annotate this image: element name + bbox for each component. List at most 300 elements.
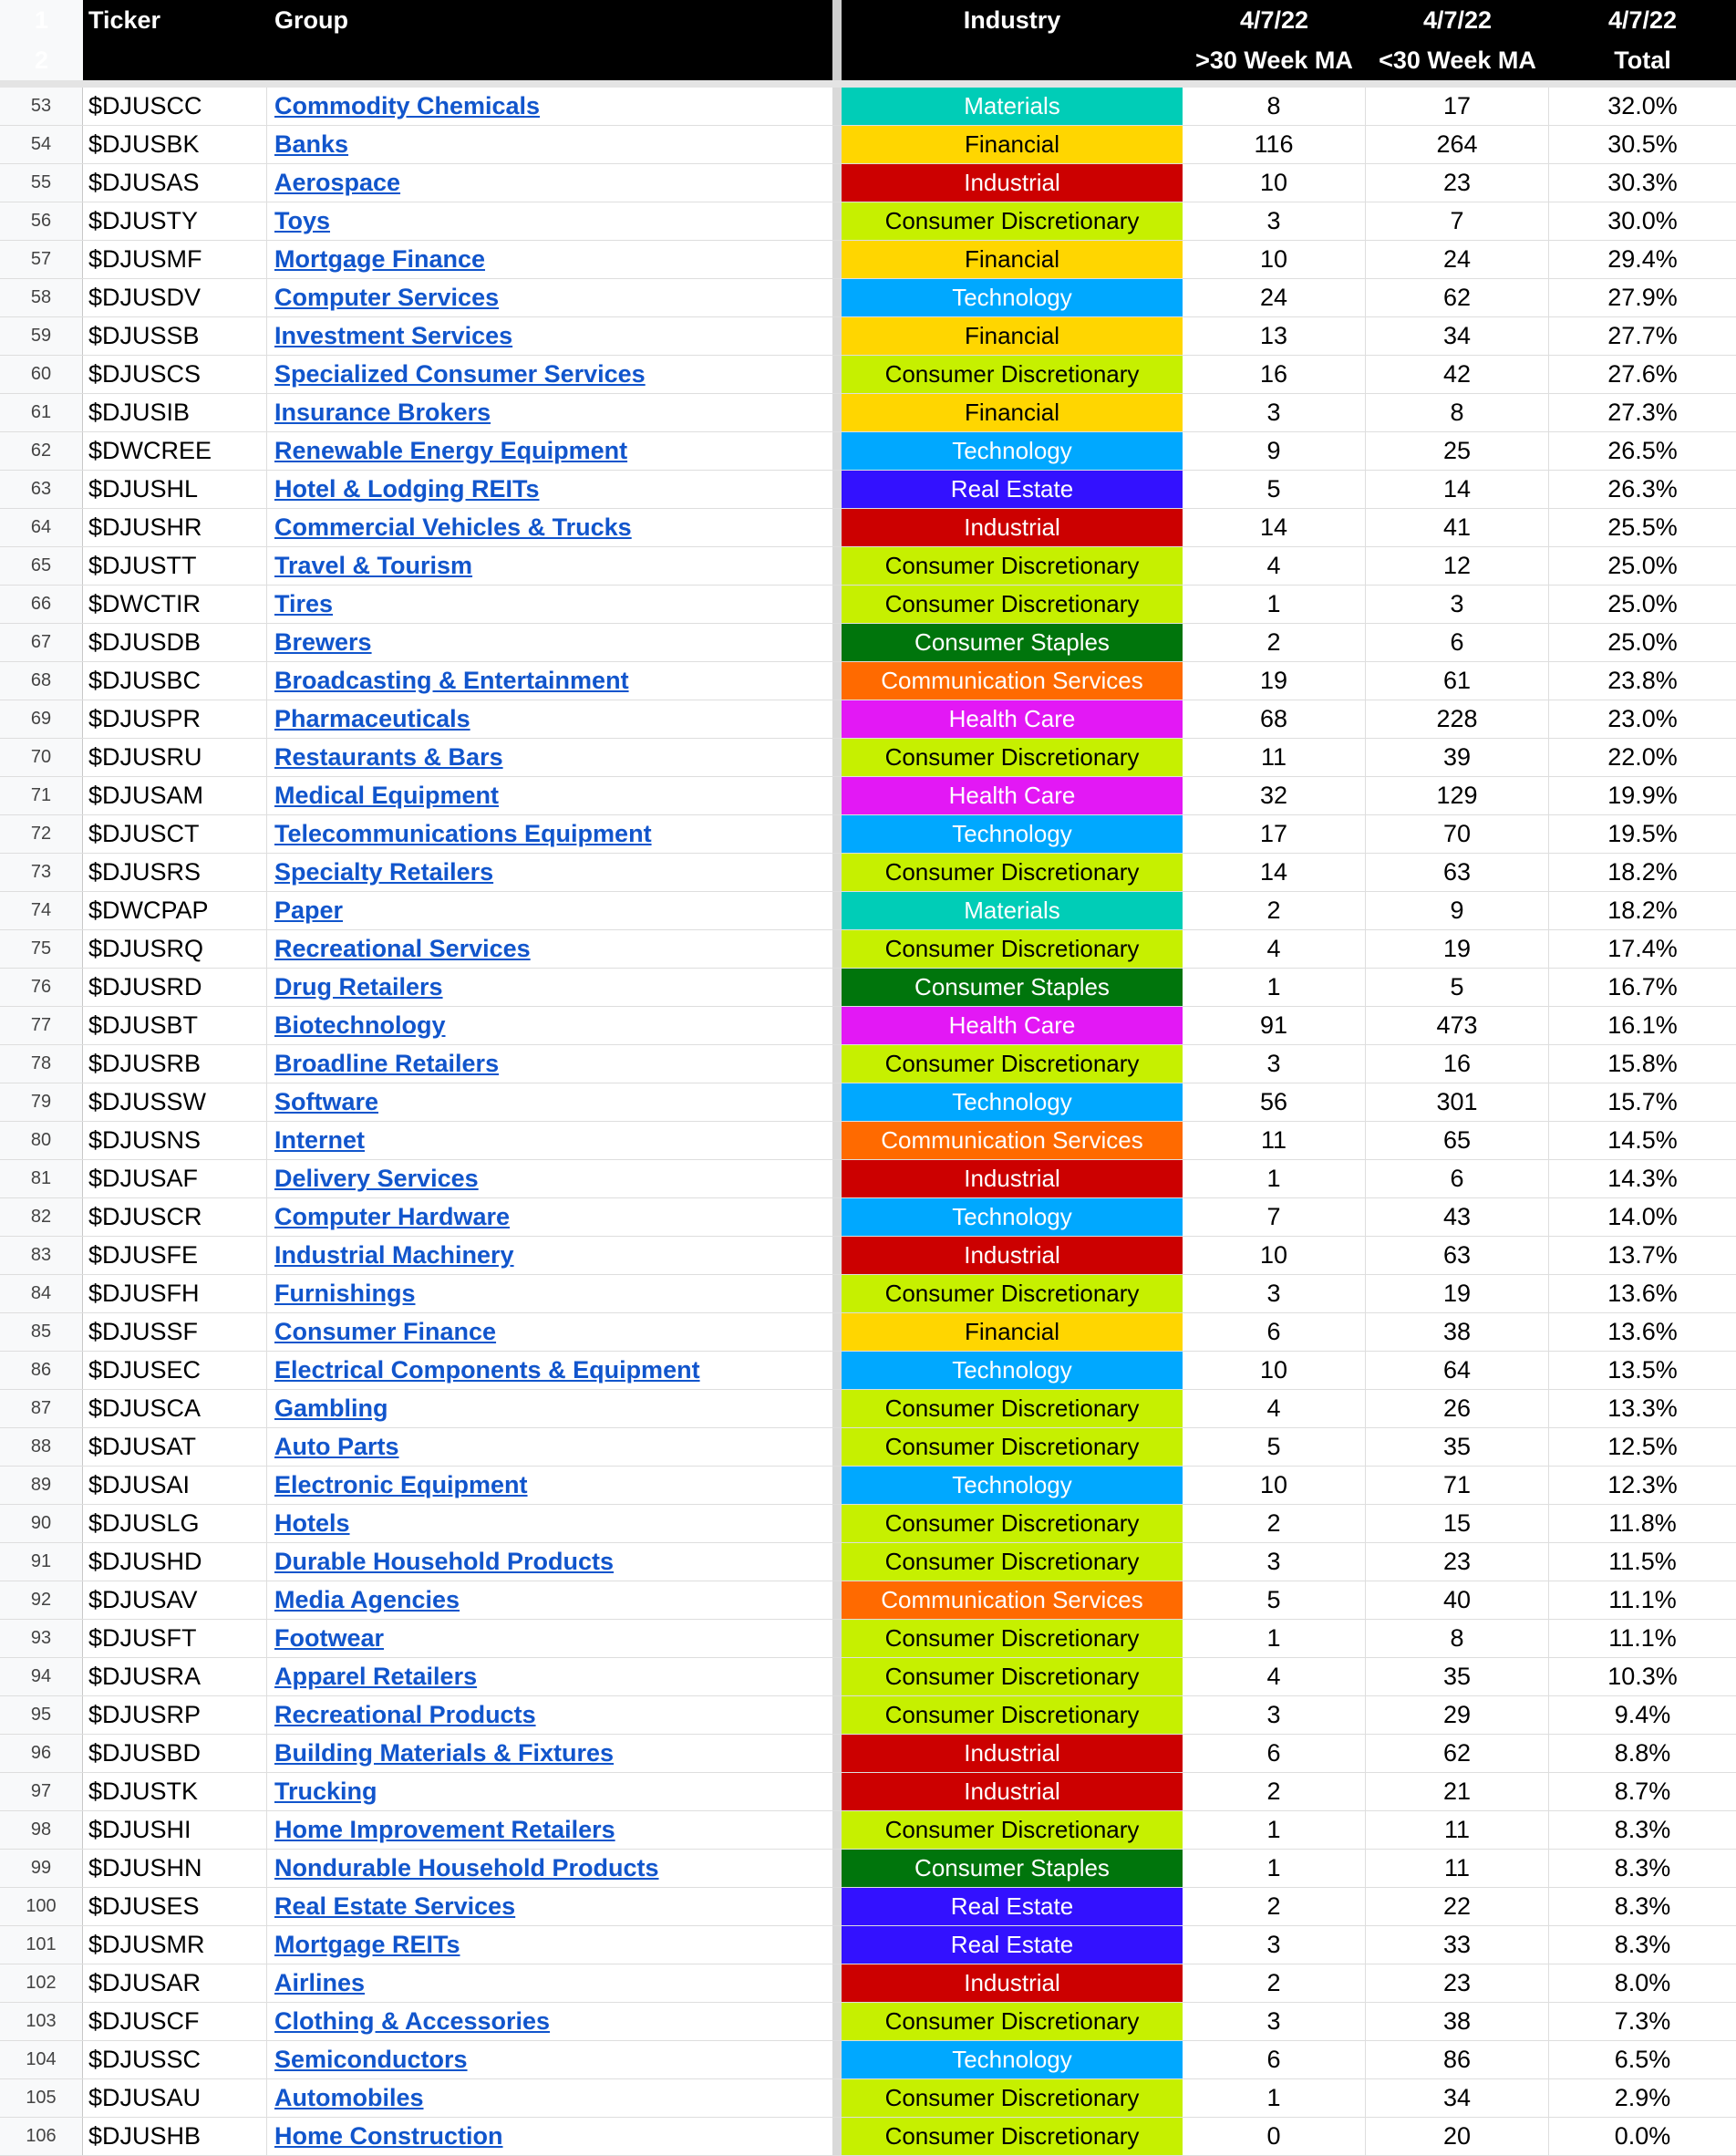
below-ma-cell[interactable]: 86 bbox=[1366, 2041, 1549, 2078]
group-link[interactable]: Broadline Retailers bbox=[274, 1050, 500, 1077]
group-link[interactable]: Building Materials & Fixtures bbox=[274, 1739, 615, 1767]
ticker-cell[interactable]: $DJUSBC bbox=[83, 662, 267, 700]
above-ma-cell[interactable]: 4 bbox=[1183, 547, 1366, 585]
group-link[interactable]: Automobiles bbox=[274, 2084, 424, 2111]
below-ma-cell[interactable]: 23 bbox=[1366, 1543, 1549, 1581]
group-link[interactable]: Commodity Chemicals bbox=[274, 92, 541, 119]
group-link[interactable]: Apparel Retailers bbox=[274, 1663, 478, 1690]
industry-cell[interactable]: Materials bbox=[842, 892, 1183, 929]
total-cell[interactable]: 18.2% bbox=[1607, 858, 1678, 886]
total-cell[interactable]: 11.8% bbox=[1608, 1509, 1677, 1537]
above-ma-cell[interactable]: 14 bbox=[1183, 509, 1366, 546]
below-ma-cell[interactable]: 22 bbox=[1366, 1888, 1549, 1925]
row-number[interactable]: 91 bbox=[0, 1543, 83, 1581]
ticker-cell[interactable]: $DJUSEC bbox=[83, 1352, 267, 1389]
total-cell[interactable]: 11.1% bbox=[1608, 1624, 1677, 1652]
row-number[interactable]: 103 bbox=[0, 2003, 83, 2040]
above-ma-cell[interactable]: 1 bbox=[1183, 1811, 1366, 1849]
ticker-cell[interactable]: $DJUSAI bbox=[83, 1467, 267, 1504]
ticker-cell[interactable]: $DJUSSC bbox=[83, 2041, 267, 2078]
ticker-cell[interactable]: $DJUSHN bbox=[83, 1850, 267, 1887]
row-number[interactable]: 57 bbox=[0, 241, 83, 278]
below-ma-cell[interactable]: 301 bbox=[1366, 1083, 1549, 1121]
above-ma-cell[interactable]: 1 bbox=[1183, 2079, 1366, 2117]
above-ma-cell[interactable]: 8 bbox=[1183, 88, 1366, 125]
above-ma-cell[interactable]: 2 bbox=[1183, 892, 1366, 929]
ticker-cell[interactable]: $DJUSTK bbox=[83, 1773, 267, 1810]
below-ma-cell[interactable]: 264 bbox=[1366, 126, 1549, 163]
header-industry-blank[interactable] bbox=[842, 40, 1183, 80]
group-link[interactable]: Travel & Tourism bbox=[274, 552, 473, 579]
below-ma-cell[interactable]: 9 bbox=[1366, 892, 1549, 929]
ticker-cell[interactable]: $DWCTIR bbox=[83, 586, 267, 623]
group-link[interactable]: Durable Household Products bbox=[274, 1548, 615, 1575]
row-number[interactable]: 87 bbox=[0, 1390, 83, 1427]
below-ma-cell[interactable]: 15 bbox=[1366, 1505, 1549, 1542]
total-cell[interactable]: 14.0% bbox=[1607, 1203, 1678, 1230]
group-link[interactable]: Specialty Retailers bbox=[274, 858, 494, 886]
ticker-cell[interactable]: $DJUSCC bbox=[83, 88, 267, 125]
group-link[interactable]: Home Improvement Retailers bbox=[274, 1816, 615, 1843]
row-number[interactable]: 72 bbox=[0, 815, 83, 853]
row-number[interactable]: 61 bbox=[0, 394, 83, 431]
industry-cell[interactable]: Technology bbox=[842, 1467, 1183, 1504]
row-number[interactable]: 63 bbox=[0, 471, 83, 508]
ticker-cell[interactable]: $DWCREE bbox=[83, 432, 267, 470]
row-number[interactable]: 70 bbox=[0, 739, 83, 776]
above-ma-cell[interactable]: 14 bbox=[1183, 854, 1366, 891]
header-date-below[interactable]: 4/7/22 bbox=[1422, 5, 1493, 34]
group-link[interactable]: Biotechnology bbox=[274, 1011, 446, 1039]
above-ma-cell[interactable]: 1 bbox=[1183, 1160, 1366, 1197]
ticker-cell[interactable]: $DJUSSW bbox=[83, 1083, 267, 1121]
above-ma-cell[interactable]: 6 bbox=[1183, 1735, 1366, 1772]
row-number[interactable]: 1 bbox=[0, 0, 83, 40]
total-cell[interactable]: 13.3% bbox=[1607, 1394, 1678, 1422]
total-cell[interactable]: 30.5% bbox=[1607, 130, 1678, 158]
ticker-cell[interactable]: $DJUSBT bbox=[83, 1007, 267, 1044]
total-cell[interactable]: 9.4% bbox=[1614, 1701, 1671, 1728]
above-ma-cell[interactable]: 9 bbox=[1183, 432, 1366, 470]
total-cell[interactable]: 8.8% bbox=[1614, 1739, 1671, 1767]
ticker-cell[interactable]: $DJUSHR bbox=[83, 509, 267, 546]
ticker-cell[interactable]: $DJUSHI bbox=[83, 1811, 267, 1849]
row-number[interactable]: 2 bbox=[0, 40, 83, 80]
ticker-cell[interactable]: $DJUSDB bbox=[83, 624, 267, 661]
industry-cell[interactable]: Consumer Staples bbox=[842, 1850, 1183, 1887]
total-cell[interactable]: 8.3% bbox=[1614, 1931, 1671, 1958]
group-link[interactable]: Electronic Equipment bbox=[274, 1471, 528, 1498]
below-ma-cell[interactable]: 5 bbox=[1366, 969, 1549, 1006]
below-ma-cell[interactable]: 26 bbox=[1366, 1390, 1549, 1427]
below-ma-cell[interactable]: 129 bbox=[1366, 777, 1549, 814]
group-link[interactable]: Home Construction bbox=[274, 2122, 503, 2150]
total-cell[interactable]: 12.3% bbox=[1607, 1471, 1678, 1498]
row-number[interactable]: 96 bbox=[0, 1735, 83, 1772]
group-link[interactable]: Banks bbox=[274, 130, 349, 158]
group-link[interactable]: Medical Equipment bbox=[274, 782, 500, 809]
group-link[interactable]: Gambling bbox=[274, 1394, 388, 1422]
group-link[interactable]: Recreational Products bbox=[274, 1701, 536, 1728]
row-number[interactable]: 60 bbox=[0, 356, 83, 393]
below-ma-cell[interactable]: 42 bbox=[1366, 356, 1549, 393]
above-ma-cell[interactable]: 17 bbox=[1183, 815, 1366, 853]
above-ma-cell[interactable]: 2 bbox=[1183, 1505, 1366, 1542]
total-cell[interactable]: 8.3% bbox=[1614, 1854, 1671, 1881]
group-link[interactable]: Hotels bbox=[274, 1509, 350, 1537]
group-link[interactable]: Delivery Services bbox=[274, 1165, 479, 1192]
header-ticker-blank[interactable] bbox=[83, 40, 267, 80]
total-cell[interactable]: 13.5% bbox=[1607, 1356, 1678, 1384]
group-link[interactable]: Tires bbox=[274, 590, 334, 617]
ticker-cell[interactable]: $DJUSRB bbox=[83, 1045, 267, 1083]
below-ma-cell[interactable]: 8 bbox=[1366, 1620, 1549, 1657]
total-cell[interactable]: 18.2% bbox=[1607, 897, 1678, 924]
total-cell[interactable]: 22.0% bbox=[1607, 743, 1678, 771]
row-number[interactable]: 105 bbox=[0, 2079, 83, 2117]
above-ma-cell[interactable]: 32 bbox=[1183, 777, 1366, 814]
industry-cell[interactable]: Consumer Discretionary bbox=[842, 1275, 1183, 1312]
ticker-cell[interactable]: $DJUSMR bbox=[83, 1926, 267, 1964]
industry-cell[interactable]: Consumer Discretionary bbox=[842, 854, 1183, 891]
industry-cell[interactable]: Consumer Staples bbox=[842, 969, 1183, 1006]
below-ma-cell[interactable]: 35 bbox=[1366, 1658, 1549, 1695]
industry-cell[interactable]: Consumer Discretionary bbox=[842, 1658, 1183, 1695]
below-ma-cell[interactable]: 6 bbox=[1366, 624, 1549, 661]
group-link[interactable]: Brewers bbox=[274, 628, 372, 656]
ticker-cell[interactable]: $DJUSRP bbox=[83, 1696, 267, 1734]
above-ma-cell[interactable]: 56 bbox=[1183, 1083, 1366, 1121]
header-ticker[interactable]: Ticker bbox=[88, 5, 161, 34]
above-ma-cell[interactable]: 68 bbox=[1183, 700, 1366, 738]
header-group-blank[interactable] bbox=[267, 40, 832, 80]
industry-cell[interactable]: Technology bbox=[842, 2041, 1183, 2078]
above-ma-cell[interactable]: 3 bbox=[1183, 202, 1366, 240]
total-cell[interactable]: 23.8% bbox=[1607, 667, 1678, 694]
total-cell[interactable]: 8.7% bbox=[1614, 1778, 1671, 1805]
total-cell[interactable]: 11.1% bbox=[1608, 1586, 1677, 1613]
ticker-cell[interactable]: $DJUSCS bbox=[83, 356, 267, 393]
group-link[interactable]: Insurance Brokers bbox=[274, 399, 491, 426]
industry-cell[interactable]: Industrial bbox=[842, 1160, 1183, 1197]
below-ma-cell[interactable]: 3 bbox=[1366, 586, 1549, 623]
below-ma-cell[interactable]: 70 bbox=[1366, 815, 1549, 853]
group-link[interactable]: Furnishings bbox=[274, 1280, 416, 1307]
industry-cell[interactable]: Consumer Discretionary bbox=[842, 202, 1183, 240]
industry-cell[interactable]: Materials bbox=[842, 88, 1183, 125]
row-number[interactable]: 67 bbox=[0, 624, 83, 661]
ticker-cell[interactable]: $DJUSAR bbox=[83, 1964, 267, 2002]
above-ma-cell[interactable]: 19 bbox=[1183, 662, 1366, 700]
group-link[interactable]: Clothing & Accessories bbox=[274, 2007, 551, 2035]
row-number[interactable]: 101 bbox=[0, 1926, 83, 1964]
above-ma-cell[interactable]: 6 bbox=[1183, 2041, 1366, 2078]
group-link[interactable]: Restaurants & Bars bbox=[274, 743, 503, 771]
industry-cell[interactable]: Consumer Discretionary bbox=[842, 1428, 1183, 1466]
header-industry[interactable]: Industry bbox=[963, 5, 1061, 34]
total-cell[interactable]: 26.3% bbox=[1607, 475, 1678, 503]
total-cell[interactable]: 30.0% bbox=[1607, 207, 1678, 234]
row-number[interactable]: 95 bbox=[0, 1696, 83, 1734]
industry-cell[interactable]: Industrial bbox=[842, 1773, 1183, 1810]
group-link[interactable]: Paper bbox=[274, 897, 344, 924]
row-number[interactable]: 83 bbox=[0, 1237, 83, 1274]
total-cell[interactable]: 29.4% bbox=[1607, 245, 1678, 273]
ticker-cell[interactable]: $DJUSSB bbox=[83, 317, 267, 355]
group-link[interactable]: Media Agencies bbox=[274, 1586, 460, 1613]
below-ma-cell[interactable]: 62 bbox=[1366, 1735, 1549, 1772]
industry-cell[interactable]: Consumer Discretionary bbox=[842, 1696, 1183, 1734]
group-link[interactable]: Mortgage REITs bbox=[274, 1931, 460, 1958]
group-link[interactable]: Computer Services bbox=[274, 284, 500, 311]
group-link[interactable]: Real Estate Services bbox=[274, 1892, 516, 1920]
group-link[interactable]: Semiconductors bbox=[274, 2046, 468, 2073]
row-number[interactable]: 59 bbox=[0, 317, 83, 355]
below-ma-cell[interactable]: 23 bbox=[1366, 164, 1549, 202]
ticker-cell[interactable]: $DJUSMF bbox=[83, 241, 267, 278]
industry-cell[interactable]: Technology bbox=[842, 1198, 1183, 1236]
group-link[interactable]: Software bbox=[274, 1088, 379, 1115]
below-ma-cell[interactable]: 38 bbox=[1366, 2003, 1549, 2040]
row-number[interactable]: 97 bbox=[0, 1773, 83, 1810]
ticker-cell[interactable]: $DJUSHB bbox=[83, 2118, 267, 2155]
industry-cell[interactable]: Industrial bbox=[842, 1964, 1183, 2002]
ticker-cell[interactable]: $DJUSAV bbox=[83, 1581, 267, 1619]
row-number[interactable]: 99 bbox=[0, 1850, 83, 1887]
industry-cell[interactable]: Health Care bbox=[842, 777, 1183, 814]
below-ma-cell[interactable]: 63 bbox=[1366, 854, 1549, 891]
row-number[interactable]: 92 bbox=[0, 1581, 83, 1619]
below-ma-cell[interactable]: 34 bbox=[1366, 317, 1549, 355]
total-cell[interactable]: 19.9% bbox=[1607, 782, 1678, 809]
industry-cell[interactable]: Consumer Discretionary bbox=[842, 2079, 1183, 2117]
total-cell[interactable]: 32.0% bbox=[1607, 92, 1678, 119]
total-cell[interactable]: 0.0% bbox=[1614, 2122, 1671, 2150]
ticker-cell[interactable]: $DJUSCR bbox=[83, 1198, 267, 1236]
industry-cell[interactable]: Communication Services bbox=[842, 1122, 1183, 1159]
total-cell[interactable]: 12.5% bbox=[1607, 1433, 1678, 1460]
group-link[interactable]: Internet bbox=[274, 1126, 366, 1154]
ticker-cell[interactable]: $DJUSRS bbox=[83, 854, 267, 891]
above-ma-cell[interactable]: 5 bbox=[1183, 1581, 1366, 1619]
industry-cell[interactable]: Technology bbox=[842, 1352, 1183, 1389]
above-ma-cell[interactable]: 13 bbox=[1183, 317, 1366, 355]
group-link[interactable]: Broadcasting & Entertainment bbox=[274, 667, 629, 694]
industry-cell[interactable]: Industrial bbox=[842, 164, 1183, 202]
below-ma-cell[interactable]: 6 bbox=[1366, 1160, 1549, 1197]
ticker-cell[interactable]: $DJUSAU bbox=[83, 2079, 267, 2117]
below-ma-cell[interactable]: 63 bbox=[1366, 1237, 1549, 1274]
industry-cell[interactable]: Consumer Discretionary bbox=[842, 1811, 1183, 1849]
below-ma-cell[interactable]: 24 bbox=[1366, 241, 1549, 278]
total-cell[interactable]: 27.3% bbox=[1607, 399, 1678, 426]
ticker-cell[interactable]: $DJUSDV bbox=[83, 279, 267, 316]
row-number[interactable]: 102 bbox=[0, 1964, 83, 2002]
above-ma-cell[interactable]: 7 bbox=[1183, 1198, 1366, 1236]
above-ma-cell[interactable]: 3 bbox=[1183, 1696, 1366, 1734]
total-cell[interactable]: 10.3% bbox=[1607, 1663, 1678, 1690]
row-number[interactable]: 78 bbox=[0, 1045, 83, 1083]
group-link[interactable]: Computer Hardware bbox=[274, 1203, 511, 1230]
total-cell[interactable]: 19.5% bbox=[1607, 820, 1678, 847]
row-number[interactable]: 89 bbox=[0, 1467, 83, 1504]
above-ma-cell[interactable]: 1 bbox=[1183, 1620, 1366, 1657]
above-ma-cell[interactable]: 5 bbox=[1183, 1428, 1366, 1466]
total-cell[interactable]: 14.3% bbox=[1607, 1165, 1678, 1192]
below-ma-cell[interactable]: 25 bbox=[1366, 432, 1549, 470]
ticker-cell[interactable]: $DJUSRQ bbox=[83, 930, 267, 968]
row-number[interactable]: 54 bbox=[0, 126, 83, 163]
ticker-cell[interactable]: $DJUSFH bbox=[83, 1275, 267, 1312]
row-number[interactable]: 81 bbox=[0, 1160, 83, 1197]
above-ma-cell[interactable]: 3 bbox=[1183, 2003, 1366, 2040]
ticker-cell[interactable]: $DJUSTY bbox=[83, 202, 267, 240]
ticker-cell[interactable]: $DJUSIB bbox=[83, 394, 267, 431]
above-ma-cell[interactable]: 6 bbox=[1183, 1313, 1366, 1351]
ticker-cell[interactable]: $DJUSAM bbox=[83, 777, 267, 814]
above-ma-cell[interactable]: 2 bbox=[1183, 1888, 1366, 1925]
ticker-cell[interactable]: $DJUSBD bbox=[83, 1735, 267, 1772]
industry-cell[interactable]: Technology bbox=[842, 815, 1183, 853]
below-ma-cell[interactable]: 43 bbox=[1366, 1198, 1549, 1236]
group-link[interactable]: Auto Parts bbox=[274, 1433, 399, 1460]
group-link[interactable]: Investment Services bbox=[274, 322, 513, 349]
industry-cell[interactable]: Real Estate bbox=[842, 1888, 1183, 1925]
industry-cell[interactable]: Financial bbox=[842, 126, 1183, 163]
industry-cell[interactable]: Industrial bbox=[842, 1735, 1183, 1772]
ticker-cell[interactable]: $DJUSSF bbox=[83, 1313, 267, 1351]
industry-cell[interactable]: Consumer Staples bbox=[842, 624, 1183, 661]
above-ma-cell[interactable]: 11 bbox=[1183, 1122, 1366, 1159]
industry-cell[interactable]: Health Care bbox=[842, 1007, 1183, 1044]
below-ma-cell[interactable]: 11 bbox=[1366, 1811, 1549, 1849]
row-number[interactable]: 73 bbox=[0, 854, 83, 891]
row-number[interactable]: 65 bbox=[0, 547, 83, 585]
row-number[interactable]: 66 bbox=[0, 586, 83, 623]
row-number[interactable]: 76 bbox=[0, 969, 83, 1006]
total-cell[interactable]: 27.6% bbox=[1607, 360, 1678, 388]
below-ma-cell[interactable]: 19 bbox=[1366, 930, 1549, 968]
above-ma-cell[interactable]: 16 bbox=[1183, 356, 1366, 393]
below-ma-cell[interactable]: 34 bbox=[1366, 2079, 1549, 2117]
below-ma-cell[interactable]: 228 bbox=[1366, 700, 1549, 738]
industry-cell[interactable]: Health Care bbox=[842, 700, 1183, 738]
below-ma-cell[interactable]: 65 bbox=[1366, 1122, 1549, 1159]
below-ma-cell[interactable]: 29 bbox=[1366, 1696, 1549, 1734]
above-ma-cell[interactable]: 10 bbox=[1183, 241, 1366, 278]
row-number[interactable]: 53 bbox=[0, 88, 83, 125]
ticker-cell[interactable]: $DJUSAF bbox=[83, 1160, 267, 1197]
below-ma-cell[interactable]: 41 bbox=[1366, 509, 1549, 546]
below-ma-cell[interactable]: 23 bbox=[1366, 1964, 1549, 2002]
below-ma-cell[interactable]: 38 bbox=[1366, 1313, 1549, 1351]
header-above-ma[interactable]: >30 Week MA bbox=[1195, 46, 1353, 74]
row-number[interactable]: 90 bbox=[0, 1505, 83, 1542]
industry-cell[interactable]: Communication Services bbox=[842, 662, 1183, 700]
group-link[interactable]: Mortgage Finance bbox=[274, 245, 486, 273]
ticker-cell[interactable]: $DJUSTT bbox=[83, 547, 267, 585]
row-number[interactable]: 86 bbox=[0, 1352, 83, 1389]
group-link[interactable]: Industrial Machinery bbox=[274, 1241, 514, 1269]
total-cell[interactable]: 27.9% bbox=[1607, 284, 1678, 311]
header-group[interactable]: Group bbox=[274, 5, 348, 34]
below-ma-cell[interactable]: 61 bbox=[1366, 662, 1549, 700]
industry-cell[interactable]: Industrial bbox=[842, 1237, 1183, 1274]
group-link[interactable]: Nondurable Household Products bbox=[274, 1854, 659, 1881]
total-cell[interactable]: 13.7% bbox=[1607, 1241, 1678, 1269]
row-number[interactable]: 94 bbox=[0, 1658, 83, 1695]
ticker-cell[interactable]: $DJUSAS bbox=[83, 164, 267, 202]
ticker-cell[interactable]: $DJUSFT bbox=[83, 1620, 267, 1657]
above-ma-cell[interactable]: 3 bbox=[1183, 1275, 1366, 1312]
total-cell[interactable]: 17.4% bbox=[1607, 935, 1678, 962]
below-ma-cell[interactable]: 16 bbox=[1366, 1045, 1549, 1083]
industry-cell[interactable]: Consumer Discretionary bbox=[842, 356, 1183, 393]
ticker-cell[interactable]: $DWCPAP bbox=[83, 892, 267, 929]
industry-cell[interactable]: Consumer Discretionary bbox=[842, 1045, 1183, 1083]
below-ma-cell[interactable]: 35 bbox=[1366, 1428, 1549, 1466]
row-number[interactable]: 56 bbox=[0, 202, 83, 240]
row-number[interactable]: 74 bbox=[0, 892, 83, 929]
group-link[interactable]: Airlines bbox=[274, 1969, 366, 1996]
below-ma-cell[interactable]: 19 bbox=[1366, 1275, 1549, 1312]
above-ma-cell[interactable]: 5 bbox=[1183, 471, 1366, 508]
total-cell[interactable]: 30.3% bbox=[1607, 169, 1678, 196]
row-number[interactable]: 80 bbox=[0, 1122, 83, 1159]
total-cell[interactable]: 2.9% bbox=[1614, 2084, 1671, 2111]
group-link[interactable]: Specialized Consumer Services bbox=[274, 360, 646, 388]
ticker-cell[interactable]: $DJUSCA bbox=[83, 1390, 267, 1427]
total-cell[interactable]: 14.5% bbox=[1607, 1126, 1678, 1154]
industry-cell[interactable]: Financial bbox=[842, 317, 1183, 355]
industry-cell[interactable]: Technology bbox=[842, 432, 1183, 470]
header-total[interactable]: Total bbox=[1614, 46, 1671, 74]
group-link[interactable]: Electrical Components & Equipment bbox=[274, 1356, 700, 1384]
ticker-cell[interactable]: $DJUSHL bbox=[83, 471, 267, 508]
group-link[interactable]: Trucking bbox=[274, 1778, 377, 1805]
total-cell[interactable]: 16.1% bbox=[1607, 1011, 1678, 1039]
group-link[interactable]: Consumer Finance bbox=[274, 1318, 497, 1345]
row-number[interactable]: 82 bbox=[0, 1198, 83, 1236]
below-ma-cell[interactable]: 64 bbox=[1366, 1352, 1549, 1389]
ticker-cell[interactable]: $DJUSCT bbox=[83, 815, 267, 853]
total-cell[interactable]: 25.5% bbox=[1607, 513, 1678, 541]
below-ma-cell[interactable]: 33 bbox=[1366, 1926, 1549, 1964]
total-cell[interactable]: 11.5% bbox=[1608, 1548, 1677, 1575]
row-number[interactable]: 85 bbox=[0, 1313, 83, 1351]
total-cell[interactable]: 25.0% bbox=[1607, 628, 1678, 656]
ticker-cell[interactable]: $DJUSRU bbox=[83, 739, 267, 776]
above-ma-cell[interactable]: 4 bbox=[1183, 1390, 1366, 1427]
industry-cell[interactable]: Financial bbox=[842, 241, 1183, 278]
group-link[interactable]: Recreational Services bbox=[274, 935, 531, 962]
row-number[interactable]: 84 bbox=[0, 1275, 83, 1312]
row-number[interactable]: 106 bbox=[0, 2118, 83, 2155]
industry-cell[interactable]: Consumer Discretionary bbox=[842, 1505, 1183, 1542]
industry-cell[interactable]: Consumer Discretionary bbox=[842, 1390, 1183, 1427]
industry-cell[interactable]: Consumer Discretionary bbox=[842, 2118, 1183, 2155]
ticker-cell[interactable]: $DJUSNS bbox=[83, 1122, 267, 1159]
below-ma-cell[interactable]: 12 bbox=[1366, 547, 1549, 585]
row-number[interactable]: 100 bbox=[0, 1888, 83, 1925]
total-cell[interactable]: 8.0% bbox=[1614, 1969, 1671, 1996]
row-number[interactable]: 71 bbox=[0, 777, 83, 814]
row-number[interactable]: 64 bbox=[0, 509, 83, 546]
row-number[interactable]: 79 bbox=[0, 1083, 83, 1121]
group-link[interactable]: Telecommunications Equipment bbox=[274, 820, 652, 847]
total-cell[interactable]: 7.3% bbox=[1614, 2007, 1671, 2035]
total-cell[interactable]: 8.3% bbox=[1614, 1816, 1671, 1843]
